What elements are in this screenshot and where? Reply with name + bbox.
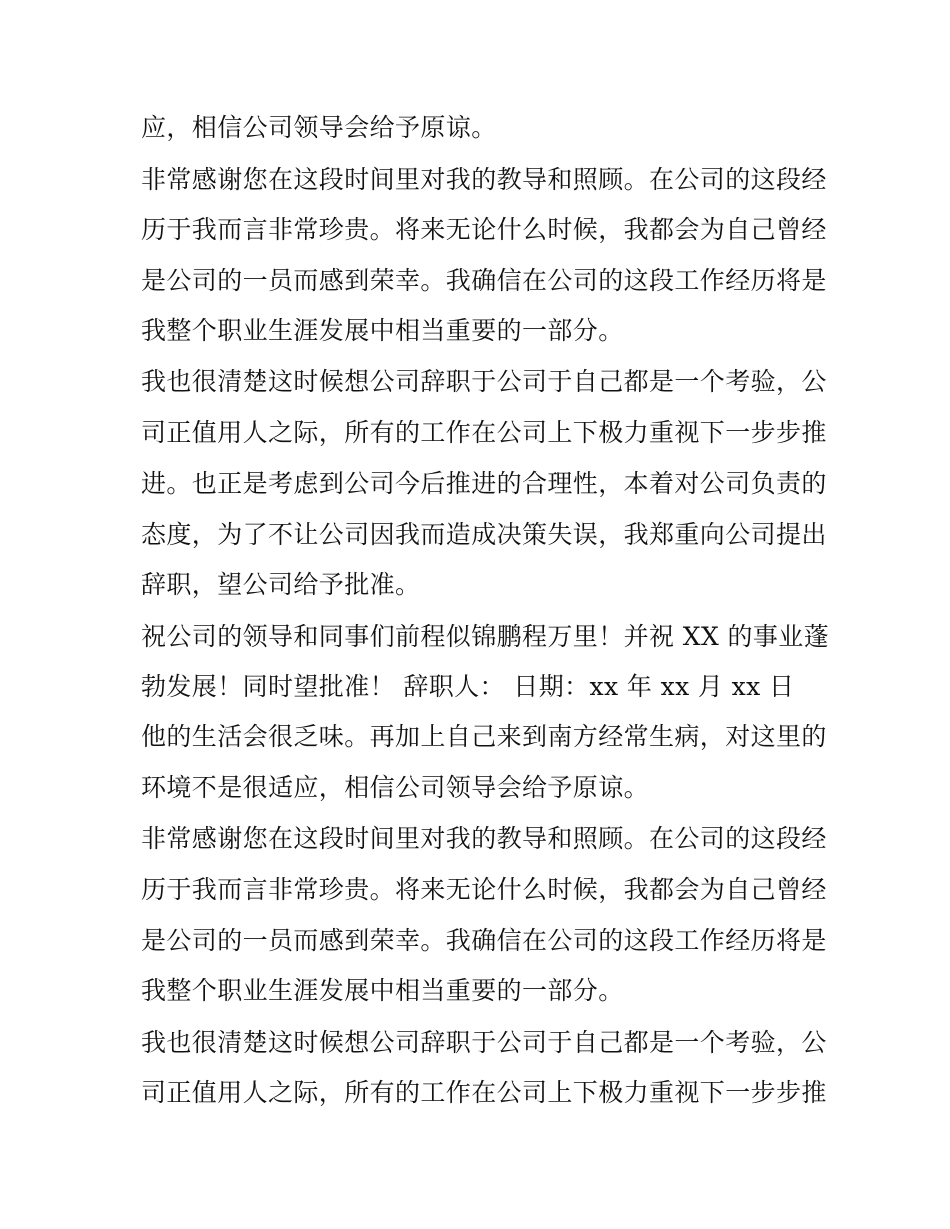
text-line: 历于我而言非常珍贵。将来无论什么时候，我都会为自己曾经: [141, 875, 827, 904]
text-line: 非常感谢您在这段时间里对我的教导和照顾。在公司的这段经: [141, 824, 827, 853]
text-line: 勃发展！同时望批准！ 辞职人： 日期：xx 年 xx 月 xx 日: [141, 672, 795, 701]
text-line: 是公司的一员而感到荣幸。我确信在公司的这段工作经历将是: [141, 266, 827, 295]
text-line: 辞职，望公司给予批准。: [141, 570, 421, 599]
text-line: 我也很清楚这时候想公司辞职于公司于自己都是一个考验，公: [141, 1028, 827, 1057]
text-line: 司正值用人之际，所有的工作在公司上下极力重视下一步步推: [141, 418, 827, 447]
text-line: 司正值用人之际，所有的工作在公司上下极力重视下一步步推: [141, 1078, 827, 1107]
text-line: 祝公司的领导和同事们前程似锦鹏程万里！并祝 XX 的事业蓬: [141, 622, 830, 651]
text-line: 历于我而言非常珍贵。将来无论什么时候，我都会为自己曾经: [141, 215, 827, 244]
text-line: 进。也正是考虑到公司今后推进的合理性，本着对公司负责的: [141, 469, 827, 498]
text-line: 应，相信公司领导会给予原谅。: [141, 113, 497, 142]
text-line: 态度，为了不让公司因我而造成决策失误，我郑重向公司提出: [141, 520, 827, 549]
text-line: 非常感谢您在这段时间里对我的教导和照顾。在公司的这段经: [141, 165, 827, 194]
text-line: 环境不是很适应，相信公司领导会给予原谅。: [141, 773, 650, 802]
text-line: 我整个职业生涯发展中相当重要的一部分。: [141, 976, 624, 1005]
text-line: 是公司的一员而感到荣幸。我确信在公司的这段工作经历将是: [141, 926, 827, 955]
text-line: 他的生活会很乏味。再加上自己来到南方经常生病，对这里的: [141, 722, 827, 751]
text-line: 我也很清楚这时候想公司辞职于公司于自己都是一个考验，公: [141, 367, 827, 396]
text-line: 我整个职业生涯发展中相当重要的一部分。: [141, 316, 624, 345]
